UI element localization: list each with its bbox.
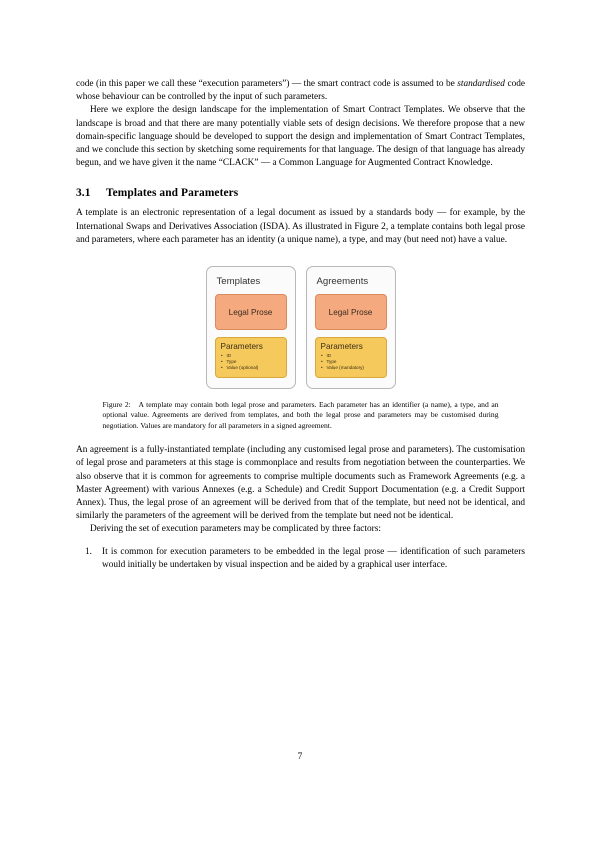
agreements-parameter-list: [321, 353, 381, 372]
figure-caption: [103, 400, 499, 431]
paragraph-5: Deriving the set of execution parameters may be complicated by three factors:: [90, 524, 381, 535]
list-item: • Value (optional): [221, 365, 281, 371]
paragraph-4: An agreement is a fully-instantiated template (including any customised legal prose and parameters). The customisation of legal prose and parameters at this stage is commonplace and results from negotiation between the counterparties. We also observe that it is common for agreements to comprise multiple documents such as Framework Agreements (e.g. a Master Agreement) with various Annexes (e.g. a Schedule) and Credit Support Documentation (e.g. a Credit Support Annex). Thus, the legal prose of an agreement will be derived from that of the template, but need not be identical, and similarly the parameters of the agreement will be derived from the template but need not be identical.: [76, 445, 525, 522]
list-item: • ID: [221, 353, 281, 359]
page-number: 7: [297, 752, 303, 762]
paragraph-2: Here we explore the design landscape for the implementation of Smart Contract Templates. We observe that the landscape is broad and that there are many potentially viable sets of design decisions. We therefore propose that a new domain-specific language should be developed to support the design and implementation of Smart Contract Templates, and we conclude this section by sketching some requirements for that language. The design of that language has already begun, and we have given it the name “CLACK” — a Common Language for Augmented Contract Knowledge.: [76, 105, 525, 169]
section-title: Templates and Parameters: [106, 187, 239, 200]
agreements-parameters-box: [315, 337, 387, 378]
figure-graphic: [76, 266, 525, 389]
figure-column-templates: [206, 266, 296, 389]
numbered-list: [76, 546, 525, 572]
templates-legal-prose-box: [215, 294, 287, 330]
templates-title: Templates: [216, 276, 261, 288]
paragraph-1: [76, 78, 525, 104]
section-heading: [76, 187, 525, 199]
agreements-legal-prose-label: Legal Prose: [328, 307, 373, 317]
figure-2: [76, 266, 525, 431]
templates-parameters-label: Parameters: [220, 342, 263, 352]
paragraph-1-text-b: code whose behaviour can be controlled by the input of such parameters.: [76, 79, 525, 103]
agreements-legal-prose-box: [315, 294, 387, 330]
list-item: • Type: [221, 359, 281, 365]
paragraph-3: A template is an electronic representation of a legal document as issued by a standards body — for example, by the International Swaps and Derivatives Association (ISDA). As illustrated in Figure 2, a template contains both legal prose and parameters, where each parameter has an identity (a unique name), a type, and may (but need not) have a value.: [76, 208, 525, 245]
page-content: [76, 78, 525, 572]
list-item: • ID: [321, 353, 381, 359]
paragraph-1-text-a: code (in this paper we call these “execution parameters”) — the smart contract code is assumed to be: [76, 79, 458, 89]
figure-label: Figure 2:: [102, 400, 131, 410]
figure-caption-text: A template may contain both legal prose and parameters. Each parameter has an identifier (a name), a type, and an optional value. Agreements are derived from templates, and both the legal prose and parameters may be customised during negotiation. Values are mandatory for all parameters in a signed agreement.: [102, 400, 499, 430]
section-number: 3.1: [76, 187, 91, 200]
paragraph-1-italic: standardised: [457, 79, 505, 89]
templates-parameters-box: [215, 337, 287, 378]
list-item: • Type: [321, 359, 381, 365]
list-item: It is common for execution parameters to be embedded in the legal prose — identification of such parameters would initially be undertaken by visual inspection and be aided by a graphical user interface.: [102, 546, 525, 570]
figure-column-agreements: [306, 266, 396, 389]
agreements-title: Agreements: [316, 276, 369, 288]
templates-parameter-list: [221, 353, 281, 372]
templates-legal-prose-label: Legal Prose: [228, 307, 273, 317]
agreements-parameters-label: Parameters: [320, 342, 363, 352]
list-item: • Value (mandatory): [321, 365, 381, 371]
